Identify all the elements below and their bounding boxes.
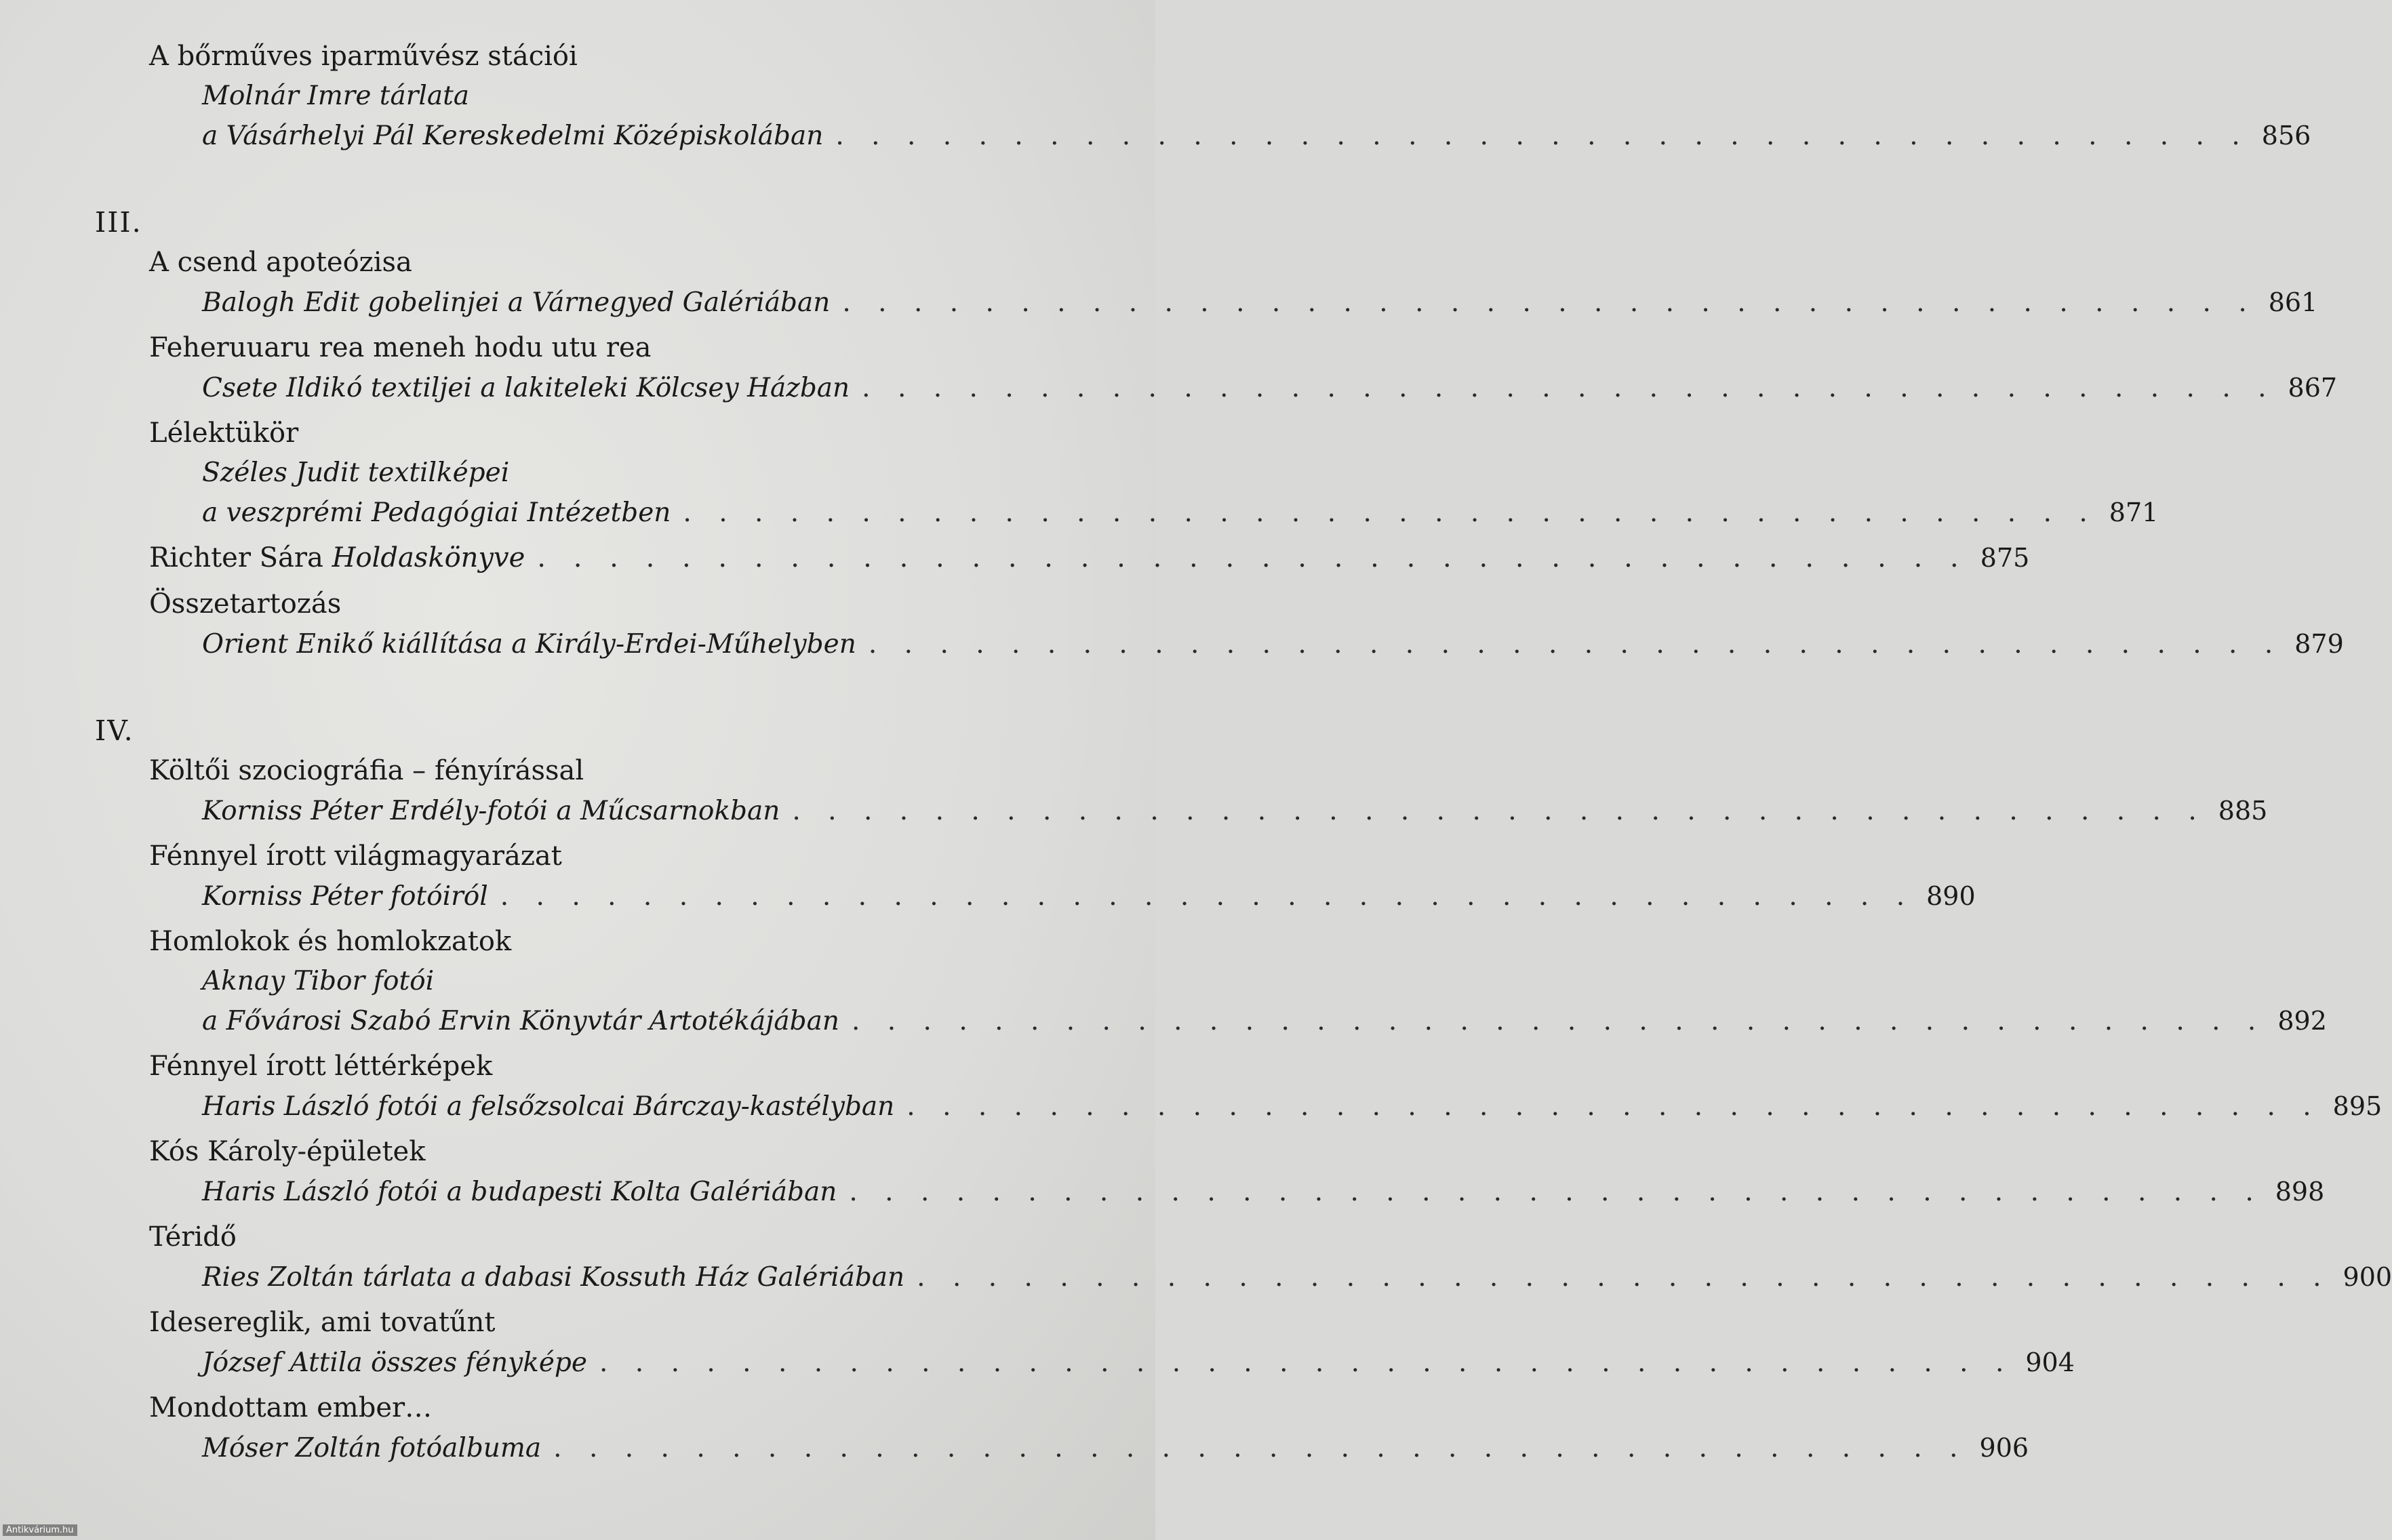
entry-subtitle: Korniss Péter Erdély-fotói a Műcsarnokban: [202, 796, 780, 826]
leader-dots: . . . . . . . . . . . . . . . . . . . . . . . . . . . . . . . . . . . . . . . .: [862, 373, 2276, 403]
leader-dots: . . . . . . . . . . . . . . . . . . . . . . . . . . . . . . . . . . . . . . . .: [500, 881, 1915, 912]
toc-entry: [95, 1389, 2029, 1467]
entry-subtitle: Molnár Imre tárlata: [202, 81, 470, 111]
entry-title: Kós Károly-épületek: [149, 1136, 426, 1167]
page-number: 861: [2268, 287, 2318, 317]
entry-subtitle-line: [95, 283, 2318, 322]
entry-subtitle: Korniss Péter fotóiról: [202, 881, 488, 912]
entry-subtitle-line: [95, 116, 2311, 155]
leader-dots: . . . . . . . . . . . . . . . . . . . . . . . . . . . . . . . . . . . . . . . .: [537, 542, 1968, 573]
leader-dots: . . . . . . . . . . . . . . . . . . . . . . . . . . . . . . . . . . . . . . . .: [553, 1433, 1968, 1463]
page-number: 875: [1980, 543, 2030, 573]
toc-entry: [95, 329, 2338, 407]
entry-subtitle: Balogh Edit gobelinjei a Várnegyed Galériában: [202, 287, 831, 318]
leader-dots: . . . . . . . . . . . . . . . . . . . . . . . . . . . . . . . . . . . . . . . .: [683, 498, 2097, 528]
entry-subtitle-line: [95, 624, 2344, 664]
toc-entry: [95, 752, 2268, 830]
entry-subtitle: Haris László fotói a felsőzsolcai Bárczay-kastélyban: [202, 1091, 895, 1122]
entry-title: Homlokok és homlokzatok: [149, 926, 512, 957]
entry-title: Fénnyel írott világmagyarázat: [149, 840, 562, 872]
entry-subtitle-line: [95, 1001, 2327, 1040]
entry-subtitle: Haris László fotói a budapesti Kolta Galériában: [202, 1177, 837, 1207]
page-number: 856: [2261, 121, 2311, 150]
entry-title: A bőrműves iparművész stációi: [149, 41, 578, 72]
watermark-logo: Antikvárium.hu: [3, 1524, 77, 1536]
entry-subtitle: a Vásárhelyi Pál Kereskedelmi Középiskolában: [202, 121, 824, 151]
toc-entry: [95, 923, 2327, 1040]
entry-subtitle-line: [95, 368, 2338, 407]
entry-subtitle: Aknay Tibor fotói: [202, 966, 435, 996]
entry-title: Költői szociográfia – fényírással: [149, 755, 584, 786]
entry-subtitle: József Attila összes fényképe: [202, 1348, 587, 1378]
entry-title: Fénnyel írott léttérképek: [149, 1051, 493, 1082]
entry-subtitle: Orient Enikő kiállítása a Király-Erdei-Műhelyben: [202, 629, 856, 660]
page-number: 895: [2332, 1091, 2383, 1121]
toc-entry: [95, 539, 2030, 578]
entry-subtitle: Ries Zoltán tárlata a dabasi Kossuth Ház Galériában: [202, 1262, 905, 1293]
page-number: 906: [1979, 1433, 2029, 1463]
leader-dots: . . . . . . . . . . . . . . . . . . . . . . . . . . . . . . . . . . . . . . . .: [868, 629, 2283, 660]
entry-title: Richter Sára: [149, 542, 332, 573]
entry-subtitle-line: [95, 791, 2268, 830]
page-number: 892: [2277, 1006, 2327, 1036]
page-number: 885: [2218, 796, 2268, 826]
leader-dots: . . . . . . . . . . . . . . . . . . . . . . . . . . . . . . . . . . . . . . . .: [849, 1177, 2263, 1207]
entry-title: Idesereglik, ami tovatűnt: [149, 1307, 496, 1338]
toc-entry: [95, 1133, 2325, 1211]
toc-entry: [95, 837, 1976, 916]
entry-subtitle-line: [95, 493, 2159, 532]
page-number: 900: [2343, 1262, 2392, 1292]
entry-title: Összetartozás: [149, 588, 342, 620]
toc-entry: [95, 585, 2344, 664]
entry-title: Mondottam ember…: [149, 1392, 433, 1423]
entry-title-line: [95, 539, 2030, 578]
leader-dots: . . . . . . . . . . . . . . . . . . . . . . . . . . . . . . . . . . . . . . . .: [917, 1262, 2331, 1293]
entry-title: Téridő: [149, 1221, 237, 1253]
entry-subtitle-line: [95, 1343, 2075, 1382]
page-number: 898: [2275, 1177, 2325, 1207]
entry-subtitle: Csete Ildikó textiljei a lakiteleki Kölcsey Házban: [202, 373, 850, 403]
entry-subtitle: Széles Judit textilképei: [202, 458, 510, 488]
entry-title: Lélektükör: [149, 418, 299, 449]
leader-dots: . . . . . . . . . . . . . . . . . . . . . . . . . . . . . . . . . . . . . . . .: [792, 796, 2206, 826]
toc-entry: [95, 1218, 2392, 1297]
page-number: 871: [2109, 498, 2159, 527]
section-label: III.: [95, 206, 142, 239]
entry-title: A csend apoteózisa: [149, 247, 412, 278]
entry-subtitle: Móser Zoltán fotóalbuma: [202, 1433, 542, 1463]
table-of-contents: [95, 37, 2392, 1474]
entry-subtitle-line: [95, 1428, 2029, 1467]
entry-title-italic: Holdaskönyve: [332, 542, 525, 573]
toc-entry: [95, 37, 2311, 155]
entry-subtitle-line: [95, 876, 1976, 916]
toc-entry: [95, 1303, 2075, 1382]
toc-entry: [95, 243, 2318, 322]
section-label: IV.: [95, 714, 134, 747]
entry-subtitle: a Fővárosi Szabó Ervin Könyvtár Artotékájában: [202, 1006, 839, 1036]
entry-subtitle-line: [95, 1087, 2383, 1126]
entry-subtitle-line: [95, 1172, 2325, 1211]
page-number: 890: [1926, 881, 1976, 911]
toc-entry: [95, 414, 2159, 532]
leader-dots: . . . . . . . . . . . . . . . . . . . . . . . . . . . . . . . . . . . . . . . .: [599, 1348, 2014, 1378]
page-number: 867: [2288, 373, 2338, 403]
page-number: 879: [2294, 629, 2344, 659]
leader-dots: . . . . . . . . . . . . . . . . . . . . . . . . . . . . . . . . . . . . . . . .: [851, 1006, 2266, 1036]
leader-dots: . . . . . . . . . . . . . . . . . . . . . . . . . . . . . . . . . . . . . . . .: [842, 287, 2256, 318]
toc-entry: [95, 1047, 2383, 1126]
entry-title: Feheruuaru rea meneh hodu utu rea: [149, 332, 652, 363]
leader-dots: . . . . . . . . . . . . . . . . . . . . . . . . . . . . . . . . . . . . . . . .: [906, 1091, 2321, 1122]
leader-dots: . . . . . . . . . . . . . . . . . . . . . . . . . . . . . . . . . . . . . . . .: [835, 121, 2250, 151]
entry-subtitle-line: [95, 1257, 2392, 1297]
page-number: 904: [2025, 1348, 2075, 1377]
entry-subtitle: a veszprémi Pedagógiai Intézetben: [202, 498, 671, 528]
